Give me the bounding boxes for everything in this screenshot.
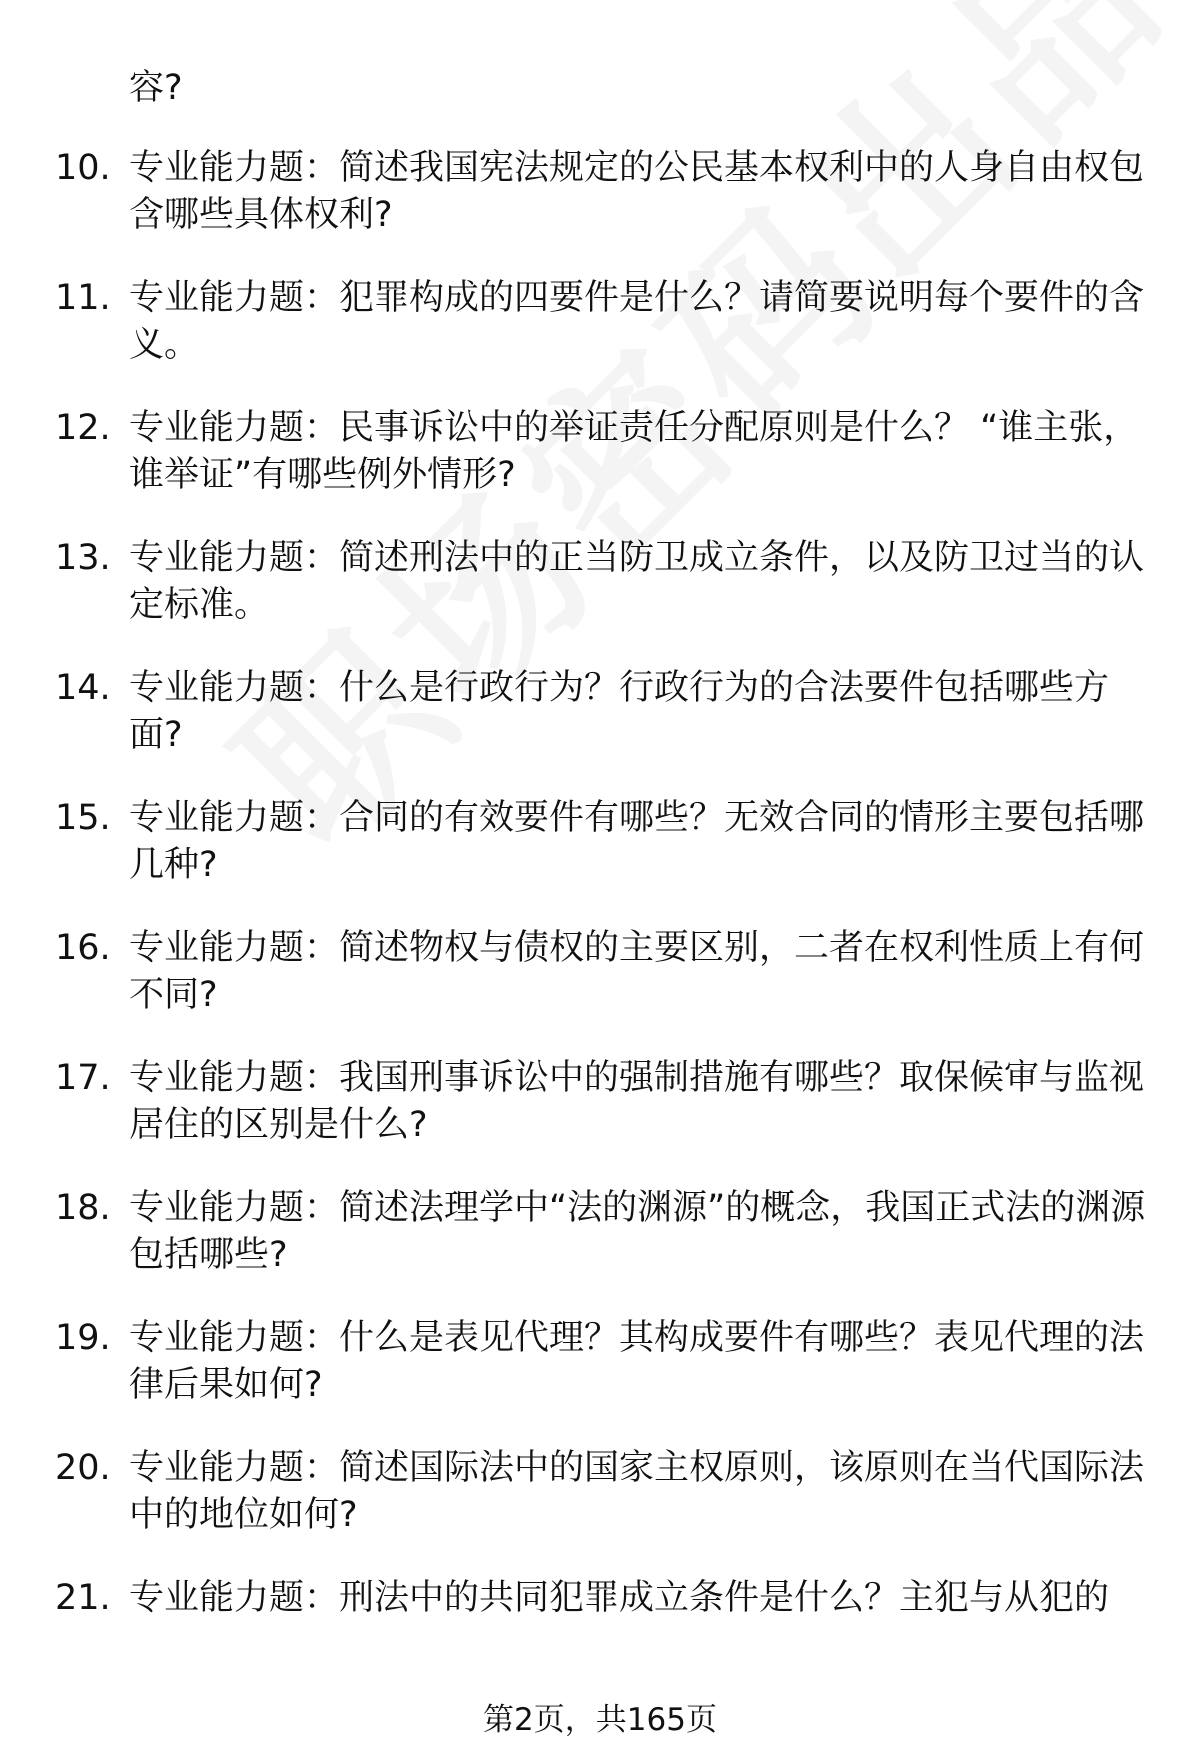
- question-item: [55, 145, 1155, 239]
- question-number: 14.: [55, 668, 111, 708]
- question-number: 11.: [55, 278, 111, 318]
- question-number: 15.: [55, 798, 111, 838]
- question-text: 专业能力题：犯罪构成的四要件是什么？请简要说明每个要件的含义。: [129, 278, 1145, 365]
- question-text: 专业能力题：简述刑法中的正当防卫成立条件，以及防卫过当的认定标准。: [129, 538, 1145, 625]
- question-text: 专业能力题：民事诉讼中的举证责任分配原则是什么？ “谁主张，谁举证”有哪些例外情形?: [129, 408, 1139, 495]
- question-text: 专业能力题：刑法中的共同犯罪成立条件是什么？主犯与从犯的: [129, 1578, 1110, 1618]
- question-item: [55, 1185, 1155, 1279]
- question-text: 专业能力题：我国刑事诉讼中的强制措施有哪些？取保候审与监视居住的区别是什么?: [129, 1058, 1145, 1145]
- question-item: [55, 1055, 1155, 1149]
- question-item: [55, 405, 1155, 499]
- question-item: [55, 535, 1155, 629]
- question-text: 专业能力题：什么是表见代理？其构成要件有哪些？表见代理的法律后果如何?: [129, 1318, 1145, 1405]
- page-footer: 第2页，共165页: [483, 1702, 717, 1738]
- question-item: [55, 795, 1155, 889]
- question-number: 10.: [55, 148, 111, 188]
- question-number: 16.: [55, 928, 111, 968]
- question-number: 19.: [55, 1318, 111, 1358]
- question-item: [55, 1575, 1155, 1622]
- question-text: 专业能力题：简述法理学中“法的渊源”的概念，我国正式法的渊源包括哪些?: [129, 1188, 1146, 1275]
- question-text: 专业能力题：合同的有效要件有哪些？无效合同的情形主要包括哪几种?: [129, 798, 1145, 885]
- question-item: [55, 1315, 1155, 1409]
- question-item: [55, 1445, 1155, 1539]
- question-number: 20.: [55, 1448, 111, 1488]
- question-number: 17.: [55, 1058, 111, 1098]
- question-text: 专业能力题：简述国际法中的国家主权原则，该原则在当代国际法中的地位如何?: [129, 1448, 1145, 1535]
- question-text: 专业能力题：什么是行政行为？行政行为的合法要件包括哪些方面?: [129, 668, 1110, 755]
- question-number: 12.: [55, 408, 111, 448]
- continuation-text: 容?: [129, 68, 183, 108]
- question-item: [55, 275, 1155, 369]
- question-number: 21.: [55, 1578, 111, 1618]
- question-text: 专业能力题：简述物权与债权的主要区别，二者在权利性质上有何不同?: [129, 928, 1145, 1015]
- question-number: 13.: [55, 538, 111, 578]
- question-item: [55, 925, 1155, 1019]
- question-text: 专业能力题：简述我国宪法规定的公民基本权利中的人身自由权包含哪些具体权利?: [129, 148, 1145, 235]
- question-item: [55, 665, 1155, 759]
- question-number: 18.: [55, 1188, 111, 1228]
